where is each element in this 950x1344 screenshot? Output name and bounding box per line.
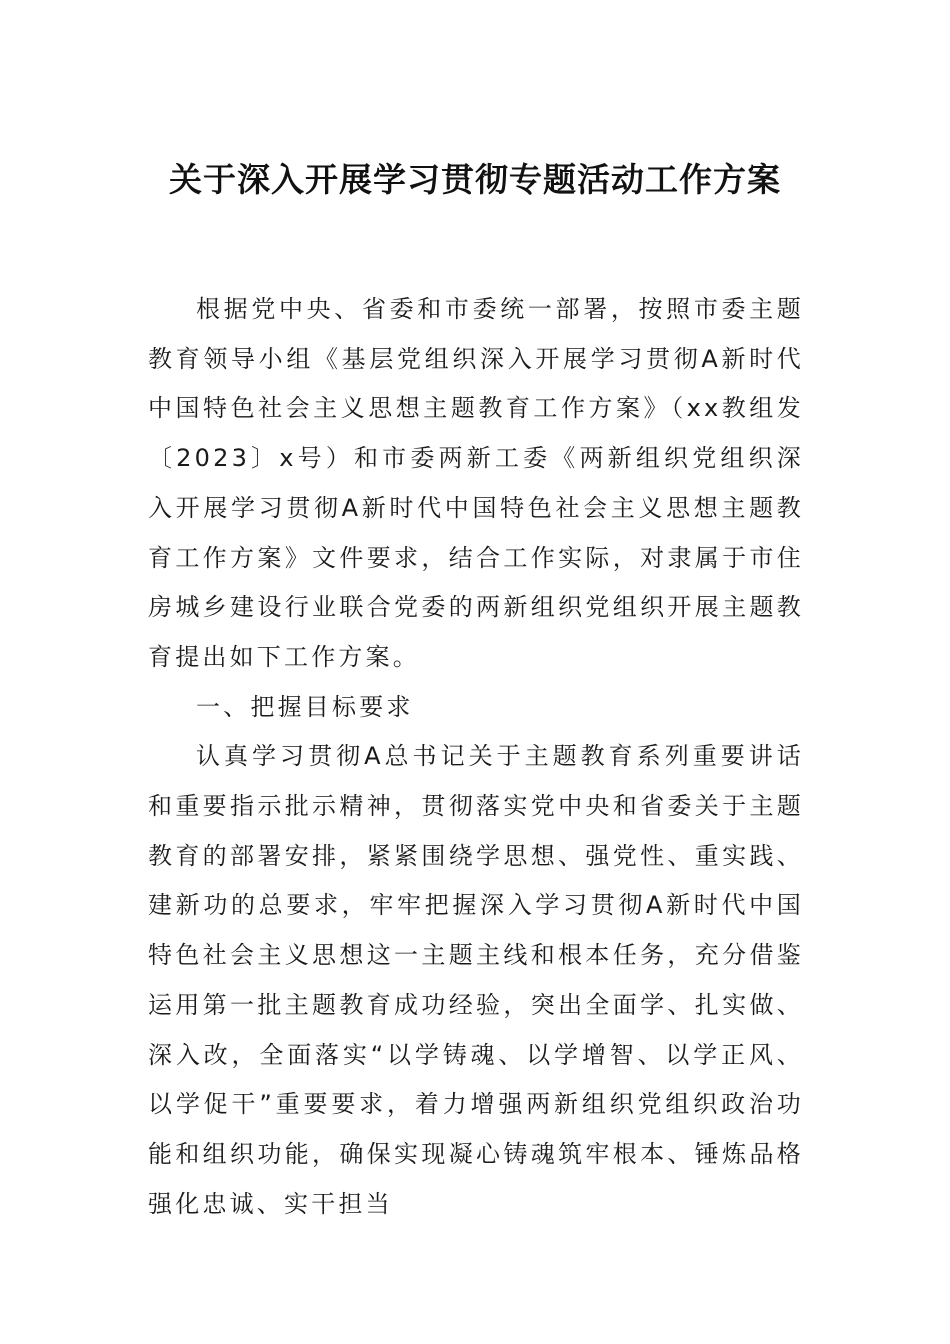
section-1-paragraph: 认真学习贯彻A总书记关于主题教育系列重要讲话和重要指示批示精神，贯彻落实党中央和省委关于主题教育的部署安排，紧紧围绕学思想、强党性、重实践、建新功的总要求，牢牢把握深入学习贯彻A新时代中国特色社会主义思想这一主题主线和根本任务，充分借鉴运用第一批主题教育成功经验，突出全面学、扎实做、深入改，全面落实“以学铸魂、以学增智、以学正风、以学促干”重要要求，着力增强两新组织党组织政治功能和组织功能，确保实现凝心铸魂筑牢根本、锤炼品格强化忠诚、实干担当 xyxy=(148,742,804,1218)
document-body xyxy=(148,285,804,1229)
intro-paragraph: 根据党中央、省委和市委统一部署，按照市委主题教育领导小组《基层党组织深入开展学习贯彻A新时代中国特色社会主义思想主题教育工作方案》（xx教组发〔2023〕x号）和市委两新工委《两新组织党组织深入开展学习贯彻A新时代中国特色社会主义思想主题教育工作方案》文件要求，结合工作实际，对隶属于市住房城乡建设行业联合党委的两新组织党组织开展主题教育提出如下工作方案。 xyxy=(148,295,804,671)
document-title: 关于深入开展学习贯彻专题活动工作方案 xyxy=(169,160,781,199)
section-heading-1: 一、把握目标要求 xyxy=(196,692,414,721)
